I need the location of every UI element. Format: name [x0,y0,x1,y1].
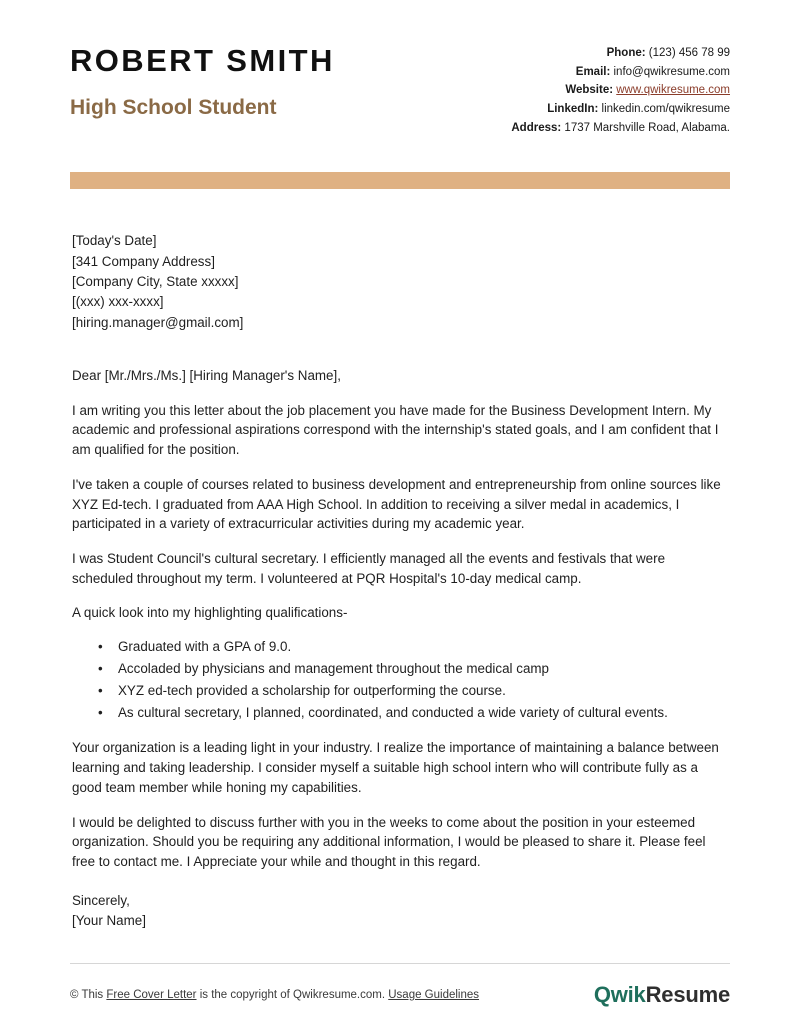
contact-email-value: info@qwikresume.com [613,65,730,78]
recipient-phone-line: [(xxx) xxx-xxxx] [72,294,164,310]
contact-linkedin [511,100,730,119]
qualifications-intro: A quick look into my highlighting qualifications- [72,605,348,621]
copyright-notice [70,989,479,1001]
contact-email [511,63,730,82]
free-cover-letter-link[interactable]: Free Cover Letter [106,989,197,1001]
recipient-address-line-2: [Company City, State xxxxx] [72,273,239,289]
qualifications-list [72,637,728,723]
footer-content [70,964,730,1008]
qwikresume-logo [594,982,730,1008]
body-paragraph-2: I've taken a couple of courses related to business development and entrepreneurship from online sources like XYZ Ed-tech. I graduated from AAA High School. In addition to receiving a silver medal in academics, I participated in a variety of extracurricular activities during my academic year. [72,476,721,532]
contact-phone-label: Phone: [606,47,646,59]
brand-name-second: Resume [645,982,730,1007]
contact-block [511,40,730,137]
recipient-email-line: [hiring.manager@gmail.com] [72,314,244,330]
contact-address [511,119,730,138]
copyright-middle: is the copyright of Qwikresume.com. [196,989,389,1001]
list-item: • XYZ ed-tech provided a scholarship for outperforming the course. [72,681,728,701]
contact-linkedin-value: linkedin.com/qwikresume [601,102,730,115]
closing-paragraph-1: Your organization is a leading light in your industry. I realize the importance of maintaining a balance between learning and taking leadership. I consider myself a suitable high school intern who will contribute fully as a good team member while honing my capabilities. [72,740,719,795]
sign-off-text: Sincerely, [72,892,130,908]
list-item: • Accoladed by physicians and management throughout the medical camp [72,659,728,679]
usage-guidelines-link[interactable]: Usage Guidelines [388,989,480,1001]
contact-address-label: Address: [511,121,562,134]
page-footer [0,963,800,1035]
list-item: • Graduated with a GPA of 9.0. [72,637,728,657]
letter-date: [Today's Date] [72,233,157,249]
letter-header [0,0,800,137]
recipient-block [72,231,728,333]
contact-website-label: Website: [565,84,614,97]
contact-linkedin-label: LinkedIn: [547,102,599,115]
contact-phone-value: (123) 456 78 99 [648,47,730,59]
signature-name: [Your Name] [72,913,146,929]
contact-email-label: Email: [575,65,611,78]
contact-website-link[interactable]: www.qwikresume.com [616,84,730,97]
list-item: • As cultural secretary, I planned, coordinated, and conducted a wide variety of cultural events. [72,703,728,723]
contact-website [511,81,730,100]
closing-paragraph-2: I would be delighted to discuss further with you in the weeks to come about the position in your esteemed organization. Should you be requiring any additional information, I would be pleased to share it. Please feel free to contact me. I Appreciate your while and thought in this regard. [72,814,706,869]
contact-address-value: 1737 Marshville Road, Alabama. [564,121,730,134]
contact-phone [511,44,730,63]
recipient-address-line-1: [341 Company Address] [72,253,215,269]
salutation: Dear [Mr./Mrs./Ms.] [Hiring Manager's Name], [72,368,341,383]
copyright-prefix: © This [70,989,107,1001]
applicant-job-title: High School Student [70,96,277,120]
accent-divider-bar [70,172,730,189]
body-paragraph-1: I am writing you this letter about the job placement you have made for the Business Development Intern. My academic and professional aspirations correspond with the internship's stated goals, and I am confident that I am qualified for the position. [72,402,719,458]
letter-body [0,231,800,931]
signature-block [72,891,728,932]
brand-name-first: Qwik [593,982,646,1007]
applicant-name: ROBERT SMITH [70,43,335,78]
body-paragraph-3: I was Student Council's cultural secretary. I efficiently managed all the events and festivals that were scheduled throughout my term. I volunteered at PQR Hospital's 10-day medical camp. [72,550,666,586]
identity-block [70,40,335,119]
